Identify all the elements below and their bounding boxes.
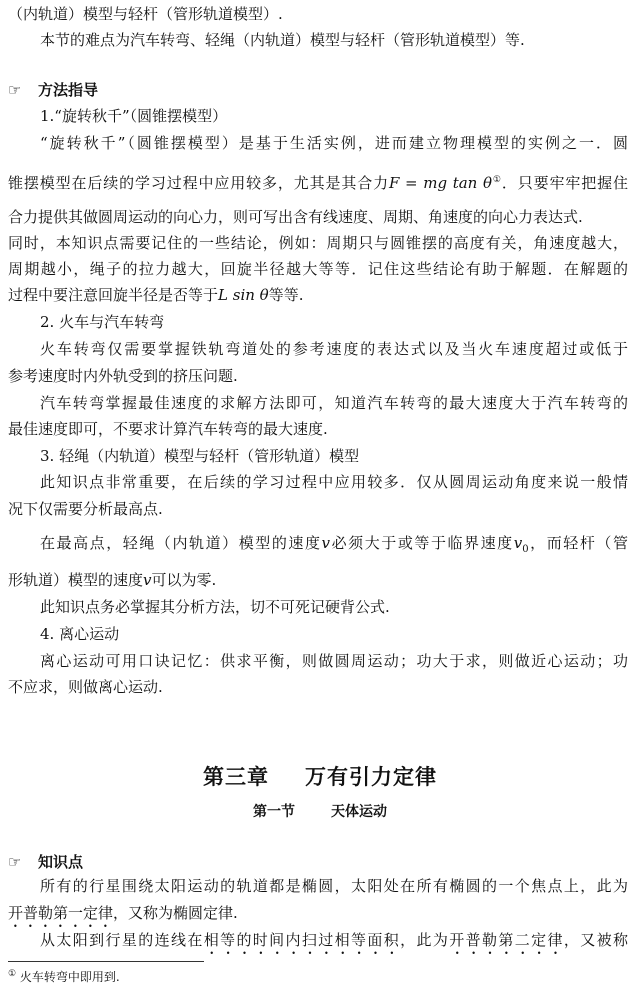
- text: 等等.: [268, 286, 304, 304]
- text: 过程中要注意回旋半径是否等于: [8, 286, 219, 304]
- emphasized-term: 相等的时间内扫过相等面积: [203, 931, 401, 949]
- item-title: [40, 312, 628, 332]
- text: ，又被称: [563, 931, 628, 949]
- text: 可以为零.: [151, 571, 217, 589]
- subscript: 0: [522, 544, 529, 555]
- formula: F = mg tan θ: [388, 174, 493, 192]
- text: 1.“旋转秋千”（圆锥摆模型）: [40, 107, 228, 125]
- line: [40, 930, 628, 958]
- text: 3. 轻绳（内轨道）模型与轻杆（管形轨道）模型: [40, 447, 360, 465]
- item-title: [40, 624, 628, 644]
- line: [8, 499, 628, 519]
- line: [40, 393, 628, 413]
- text: 汽车转弯掌握最佳速度的求解方法即可，知道汽车转弯的最大速度大于汽车转弯的: [40, 394, 628, 412]
- line: [8, 233, 628, 253]
- line: [8, 259, 628, 279]
- knowledge-heading: [8, 852, 628, 872]
- item-title: [40, 106, 628, 126]
- text: 锥摆模型在后续的学习过程中应用较多，尤其是其合力: [8, 174, 389, 192]
- line: [8, 170, 628, 193]
- line: [40, 651, 628, 671]
- text: 本节的难点为汽车转弯、轻绳（内轨道）模型与轻杆（管形轨道模型）等.: [40, 31, 525, 49]
- text: 周期越小，绳子的拉力越大，回旋半径越大等等．记住这些结论有助于解题．在解题的: [8, 260, 628, 278]
- line: [8, 366, 628, 386]
- text: 不应求，则做离心运动.: [8, 678, 163, 696]
- method-heading: [8, 80, 628, 100]
- line: [40, 597, 628, 617]
- section-title: [0, 801, 640, 821]
- heading-text: 方法指导: [38, 81, 99, 99]
- symbol: v: [143, 571, 152, 589]
- chapter-number: 第三章: [203, 765, 269, 789]
- line: [40, 133, 628, 153]
- text: 从太阳到行星的连线在: [40, 931, 204, 949]
- chapter-title: [0, 761, 640, 791]
- symbol: v: [321, 534, 331, 552]
- text: 在最高点，轻绳（内轨道）模型的速度: [40, 534, 322, 552]
- line: [8, 4, 628, 24]
- footnote-divider: [8, 961, 204, 962]
- chapter-name: 万有引力定律: [305, 765, 437, 789]
- text: “旋转秋千”（圆锥摆模型）是基于生活实例，进而建立物理模型的实例之一．圆: [40, 134, 628, 152]
- line: [8, 419, 628, 439]
- line: [8, 677, 628, 697]
- line: [40, 472, 628, 492]
- text: （内轨道）模型与轻杆（管形轨道模型）.: [8, 5, 283, 23]
- text: ．只要牢牢把握住: [501, 174, 628, 192]
- footnote: [8, 966, 120, 985]
- text: ，而轻杆（管: [528, 534, 628, 552]
- text: 合力提供其做圆周运动的向心力，则可写出含有线速度、周期、角速度的向心力表达式.: [8, 208, 583, 226]
- text: 4. 离心运动: [40, 625, 120, 643]
- text: 最佳速度即可，不要求计算汽车转弯的最大速度.: [8, 420, 328, 438]
- line: [8, 285, 628, 305]
- text: 火车转弯仅需要掌握铁轨弯道处的参考速度的表达式以及当火车速度超过或低于: [40, 340, 628, 358]
- line: [8, 207, 628, 227]
- line: [8, 903, 628, 931]
- text: 所有的行星围绕太阳运动的轨道都是椭圆，太阳处在所有椭圆的一个焦点上，此为: [40, 877, 628, 895]
- footnote-mark: ①: [8, 969, 17, 979]
- text: 此知识点非常重要，在后续的学习过程中应用较多．仅从圆周运动角度来说一般情: [40, 473, 628, 491]
- text: 况下仅需要分析最高点.: [8, 500, 163, 518]
- text: ，此为: [400, 931, 450, 949]
- heading-text: 知识点: [38, 853, 84, 871]
- section-number: 第一节: [253, 804, 295, 820]
- line: [40, 533, 628, 560]
- text: 同时，本知识点需要记住的一些结论，例如：周期只与圆锥摆的高度有关，角速度越大，: [8, 234, 628, 252]
- line: [40, 876, 628, 896]
- emphasized-term: 开普勒第二定律: [449, 931, 564, 949]
- text: 离心运动可用口诀记忆：供求平衡，则做圆周运动；功大于求，则做近心运动；功: [40, 652, 628, 670]
- text: 必须大于或等于临界速度: [330, 534, 514, 552]
- pointing-hand-icon: ☞: [8, 81, 22, 99]
- footnote-ref: ①: [492, 175, 502, 185]
- line: [40, 30, 628, 50]
- emphasized-term: 开普勒第一定律: [8, 904, 114, 922]
- footnote-text: 火车转弯中即用到.: [19, 970, 120, 984]
- line: [8, 570, 628, 590]
- text: 参考速度时内外轨受到的挤压问题.: [8, 367, 238, 385]
- text: 形轨道）模型的速度: [8, 571, 144, 589]
- section-name: 天体运动: [331, 804, 387, 820]
- line: [40, 339, 628, 359]
- text: 此知识点务必掌握其分析方法，切不可死记硬背公式.: [40, 598, 390, 616]
- symbol: v: [513, 534, 523, 552]
- text: 2. 火车与汽车转弯: [40, 313, 165, 331]
- formula: L sin θ: [218, 286, 269, 304]
- pointing-hand-icon: ☞: [8, 853, 22, 871]
- item-title: [40, 446, 628, 466]
- text: ，又称为椭圆定律.: [113, 904, 238, 922]
